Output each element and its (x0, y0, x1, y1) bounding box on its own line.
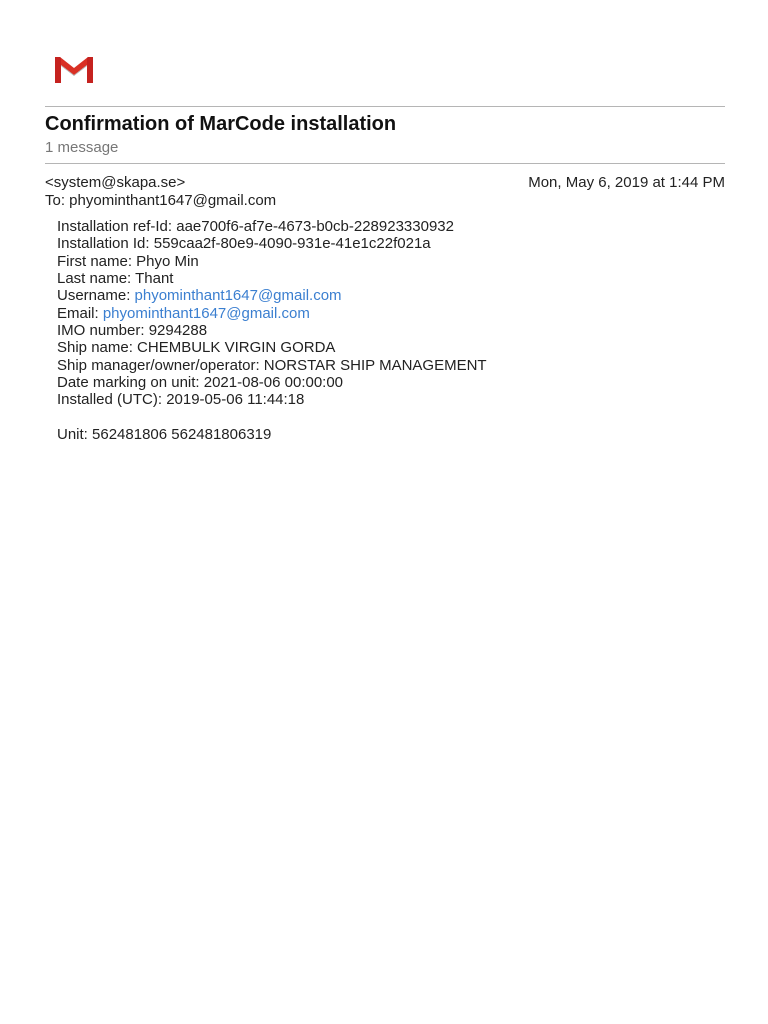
imo-number: IMO number: 9294288 (57, 322, 208, 340)
thread-subject: Confirmation of MarCode installation (45, 113, 397, 135)
first-name: First name: Phyo Min (57, 252, 199, 270)
message-header (45, 174, 725, 209)
date-marking: Date marking on unit: 2021-08-06 00:00:00 (57, 374, 344, 392)
ship-name: Ship name: CHEMBULK VIRGIN GORDA (57, 339, 336, 357)
installed-utc: Installed (UTC): 2019-05-06 11:44:18 (57, 391, 305, 409)
gmail-logo-icon (52, 54, 96, 84)
unit-numbers: Unit: 562481806 562481806319 (57, 426, 272, 444)
message-body (57, 218, 487, 443)
username-link[interactable]: phyominthant1647@gmail.com (134, 287, 342, 305)
installation-ref-id: Installation ref-Id: aae700f6-af7e-4673-b0cb-228923330932 (57, 218, 454, 235)
last-name: Last name: Thant (57, 270, 174, 288)
message-count: 1 message (45, 139, 119, 156)
sender[interactable]: <system@skapa.se> (45, 174, 186, 191)
email-label: Email: (57, 304, 103, 322)
username-label: Username: (57, 287, 135, 305)
installation-id: Installation Id: 559caa2f-80e9-4090-931e-41e1c22f021a (57, 235, 431, 253)
subject-divider (45, 163, 725, 164)
blank-line (57, 409, 487, 426)
message-date: Mon, May 6, 2019 at 1:44 PM (528, 174, 725, 191)
header-divider (45, 106, 725, 107)
ship-manager: Ship manager/owner/operator: NORSTAR SHIP MANAGEMENT (57, 356, 487, 374)
email-link[interactable]: phyominthant1647@gmail.com (102, 304, 310, 322)
recipient: To: phyominthant1647@gmail.com (45, 191, 277, 209)
username-line (57, 287, 487, 304)
email-line (57, 305, 487, 322)
